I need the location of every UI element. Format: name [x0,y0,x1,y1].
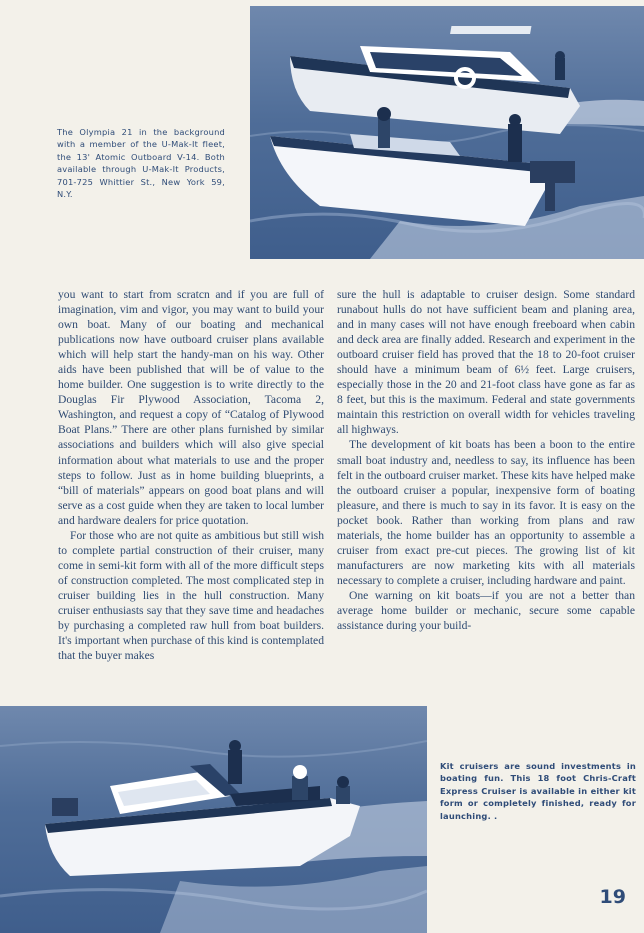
article-paragraph: you want to start from scratcn and if you are full of imagination, vim and vigor, you may want to build your own boat. Many of our boating and mechanical publications now have outboard cruiser plans available which will help start the handy-man on his way. Other aids have been published that will be of value to the home builder. One suggestion is to write directly to the Douglas Fir Plywood Association, Tacoma 2, Washington, and request a copy of “Catalog of Plywood Boat Plans.” There are other plans furnished by similar associations and builders which will also give special information about what materials to use and the proper steps to follow. Just as in home building blueprints, a “bill of materials” appears on good boat plans and will serve as a cost guide when they are taken to local lumber and hardware dealers for price quotation. [58,288,324,527]
photo-cruiser-bottom [0,706,427,933]
article-column-right [337,287,635,633]
page-number: 19 [599,886,626,908]
cruiser-illustration-bottom [0,706,427,933]
article-paragraph: For those who are not quite as ambitious but still wish to complete partial construction of their cruiser, many come in semi-kit form with all of the more difficult steps of construction completed. The most complicated step in cruiser building lies in the hull construction. Many cruiser enthusiasts say that they save time and headaches by purchasing a completed raw hull from boat builders. It's important when purchase of this kind is contemplated that the buyer makes [58,528,324,663]
article-paragraph: One warning on kit boats—if you are not a better than average home builder or mechanic, secure some capable assistance during your build- [337,588,635,633]
boats-illustration-top [250,6,644,259]
caption-bottom: Kit cruisers are sound investments in boating fun. This 18 foot Chris-Craft Express Cruiser is available in either kit form or completely finished, ready for launching. . [440,761,636,821]
photo-boats-top [250,6,644,259]
article-paragraph: sure the hull is adaptable to cruiser design. Some standard runabout hulls do not have sufficient beam and planing area, and in many cases will not have enough freeboard when cabin and deck area are finally added. Research and experiment in the outboard cruiser field has proved that the 18 to 20-foot cruiser should have a minimum beam of 6½ feet. Large cruisers, especially those in the 20 and 21-foot class have gone as far as 8 feet, but this is the maximum. Federal and state governments maintain this restriction on overall width for vehicles traveling all highways. [337,288,635,437]
caption-top: The Olympia 21 in the background with a member of the U-Mak-It fleet, the 13' Atomic Outboard V-14. Both available through U-Mak-It Products, 701-725 Whittier St., New York 59, N.Y. [57,127,225,200]
article-column-left [58,287,324,663]
article-paragraph: The development of kit boats has been a boon to the entire small boat industry and, needless to say, its influence has been felt in the outboard cruiser market. These kits have helped make the outboard cruiser a popular, inexpensive form of boating pleasure, and there is much to say in its favor. It is easy on the pocket book. Rather than working from plans and raw materials, the home builder has an opportunity to assemble a cruiser from exact pre-cut pieces. The growing list of kit manufacturers are now marketing kits with all materials necessary to complete a cruiser, including hardware and paint. [337,438,635,587]
